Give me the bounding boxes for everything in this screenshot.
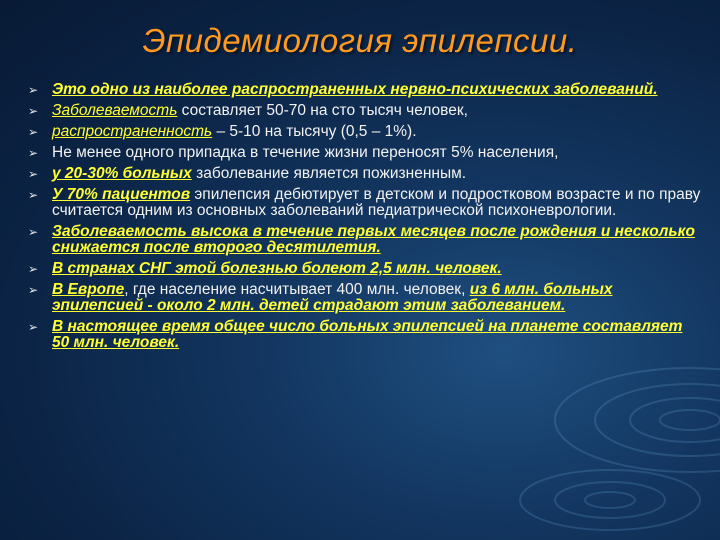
list-item	[28, 165, 702, 182]
bullet-text: Не менее одного припадка в течение жизни переносят 5% населения,	[52, 144, 559, 161]
arrow-bullet-icon: ➢	[28, 283, 39, 297]
arrow-bullet-icon: ➢	[28, 320, 39, 334]
list-item	[28, 186, 702, 219]
slide-title: Эпидемиология эпилепсии.	[142, 22, 578, 59]
list-item	[28, 281, 702, 314]
bullet-text: В Европе, где население насчитывает 400 млн. человек, из 6 млн. больных эпилепсией - около 2 млн. детей страдают этим заболеванием.	[52, 281, 613, 314]
bullet-text: В странах СНГ этой болезнью болеют 2,5 млн. человек.	[52, 260, 502, 277]
arrow-bullet-icon: ➢	[28, 167, 39, 181]
list-item	[28, 260, 702, 277]
arrow-bullet-icon: ➢	[28, 262, 39, 276]
arrow-bullet-icon: ➢	[28, 83, 39, 97]
bullet-text: у 20-30% больных заболевание является пожизненным.	[52, 165, 467, 182]
bullet-text: У 70% пациентов эпилепсия дебютирует в детском и подростковом возрасте и по праву считается одним из основных заболеваний педиатрической психоневрологии.	[52, 186, 701, 219]
arrow-bullet-icon: ➢	[28, 104, 39, 118]
arrow-bullet-icon: ➢	[28, 188, 39, 202]
bullet-text: В настоящее время общее число больных эпилепсией на планете составляет 50 млн. человек.	[52, 318, 683, 351]
bullet-text: распространенность – 5-10 на тысячу (0,5 – 1%).	[52, 123, 417, 140]
list-item	[28, 223, 702, 256]
arrow-bullet-icon: ➢	[28, 225, 39, 239]
arrow-bullet-icon: ➢	[28, 125, 39, 139]
list-item	[28, 318, 702, 351]
arrow-bullet-icon: ➢	[28, 146, 39, 160]
list-item	[28, 81, 702, 98]
bullet-text: Заболеваемость высока в течение первых месяцев после рождения и несколько снижается после второго десятилетия.	[52, 223, 695, 256]
list-item	[28, 102, 702, 119]
bullet-text: Заболеваемость составляет 50-70 на сто тысяч человек,	[52, 102, 468, 119]
list-item	[28, 144, 702, 161]
bullet-text: Это одно из наиболее распространенных нервно-психических заболеваний.	[52, 81, 658, 98]
bullet-list	[28, 81, 702, 356]
list-item	[28, 123, 702, 140]
